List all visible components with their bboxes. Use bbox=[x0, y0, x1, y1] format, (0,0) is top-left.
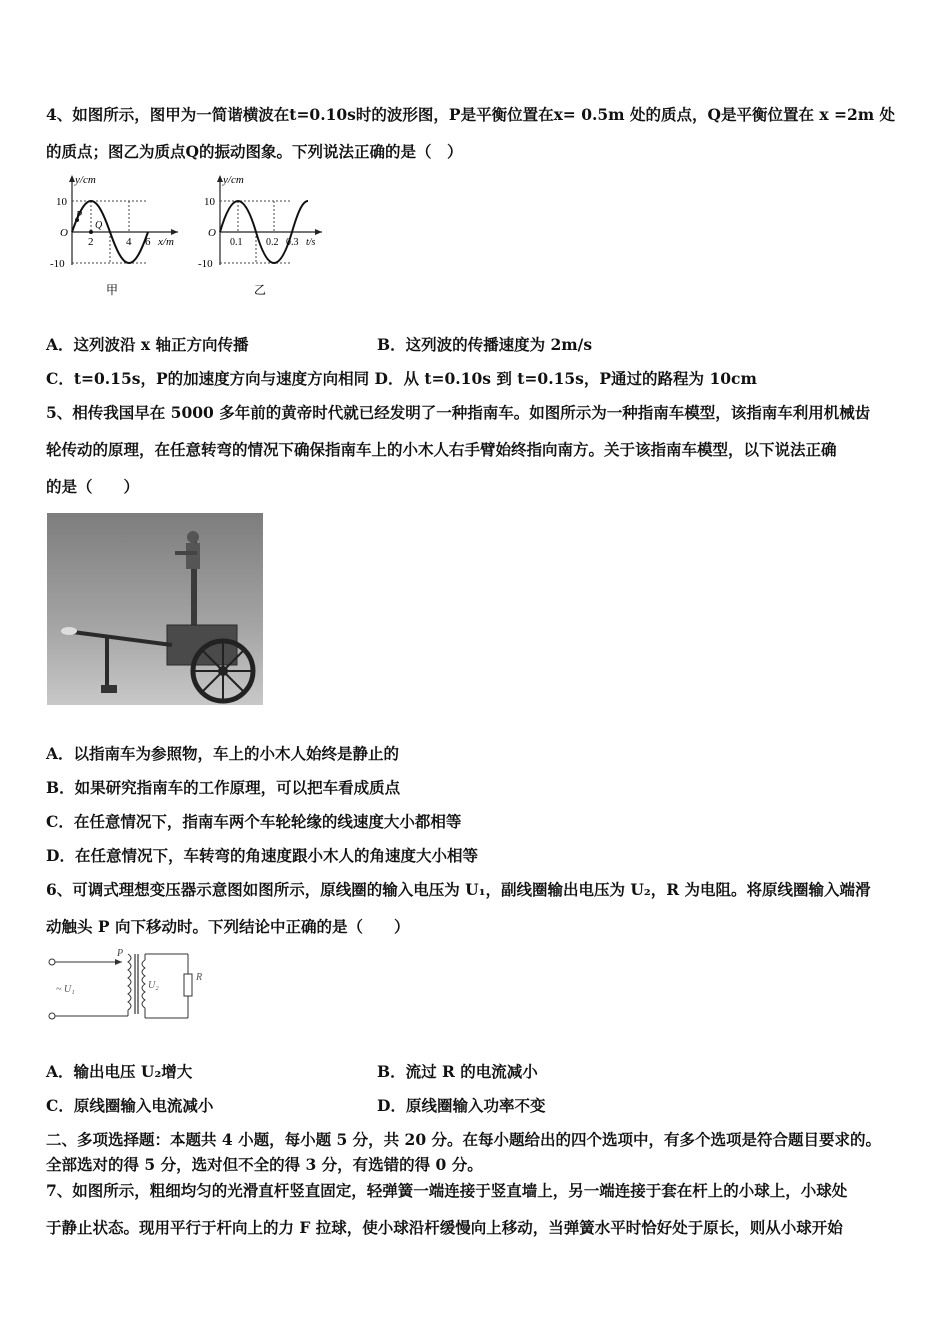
jia-label-p: P bbox=[76, 210, 83, 221]
section2-heading-line2: 全部选对的得 5 分，选对但不全的得 3 分，有选错的得 0 分。 bbox=[46, 1155, 483, 1174]
q5-option-b[interactable]: B．如果研究指南车的工作原理，可以把车看成质点 bbox=[46, 778, 401, 797]
q5-option-d[interactable]: D．在任意情况下，车转弯的角速度跟小木人的角速度大小相等 bbox=[46, 846, 478, 865]
q5-stem-line1: 5、相传我国早在 5000 多年前的黄帝时代就已经发明了一种指南车。如图所示为一种指南车模型，该指南车利用机械齿 bbox=[46, 403, 871, 422]
slider-p-arrow bbox=[115, 959, 122, 965]
q6-option-d[interactable]: D．原线圈输入功率不变 bbox=[377, 1096, 546, 1115]
yi-x-arrow bbox=[315, 229, 322, 235]
q5-option-c[interactable]: C．在任意情况下，指南车两个车轮轮缘的线速度大小都相等 bbox=[46, 812, 462, 831]
jia-ylabel: y/cm bbox=[75, 174, 96, 186]
primary-coil bbox=[128, 954, 131, 1010]
jia-ybottom: -10 bbox=[50, 258, 65, 270]
jia-origin: O bbox=[60, 227, 68, 239]
q4-option-cd[interactable]: C．t=0.15s，P的加速度方向与速度方向相同 D．从 t=0.10s 到 t=0.15s，P通过的路程为 10cm bbox=[46, 369, 757, 388]
wooden-figure-body bbox=[186, 543, 200, 569]
q7-stem-line2: 于静止状态。现用平行于杆向上的力 F 拉球，使小球沿杆缓慢向上移动，当弹簧水平时恰好处于原长，则从小球开始 bbox=[46, 1218, 843, 1237]
q5-stem-line3: 的是（ ） bbox=[46, 477, 140, 496]
secondary-coil bbox=[142, 960, 145, 1008]
jia-tick-6: 6 bbox=[145, 236, 151, 248]
label-r: R bbox=[196, 972, 203, 983]
yi-tick-02: 0.2 bbox=[266, 237, 279, 248]
q5-option-a[interactable]: A．以指南车为参照物，车上的小木人始终是静止的 bbox=[46, 744, 400, 763]
resistor-r bbox=[184, 974, 192, 996]
q4-option-a[interactable]: A．这列波沿 x 轴正方向传播 bbox=[46, 335, 249, 354]
label-u2: U₂ bbox=[148, 980, 159, 991]
wooden-figure-arm bbox=[175, 551, 197, 555]
label-p: P bbox=[117, 948, 124, 959]
south-pointing-chariot-photo bbox=[47, 513, 263, 705]
jia-caption: 甲 bbox=[106, 283, 119, 297]
yi-xlabel: t/s bbox=[306, 237, 316, 248]
wooden-figure-head bbox=[187, 531, 199, 543]
yi-ybottom: -10 bbox=[198, 258, 213, 270]
section2-heading-line1: 二、多项选择题：本题共 4 小题，每小题 5 分，共 20 分。在每小题给出的四个选项中，有多个选项是符合题目要求的。 bbox=[46, 1130, 882, 1149]
q4-stem-line1: 4、如图所示，图甲为一简谐横波在t=0.10s时的波形图，P是平衡位置在x= 0.5m 处的质点，Q是平衡位置在 x =2m 处 bbox=[46, 105, 896, 124]
jia-tick-4: 4 bbox=[126, 236, 132, 248]
jia-point-q bbox=[89, 230, 93, 234]
wave-graph-jia bbox=[50, 170, 180, 300]
label-u1: ~ U₁ bbox=[56, 984, 75, 995]
q6-stem-line2: 动触头 P 向下移动时。下列结论中正确的是（ ） bbox=[46, 917, 410, 936]
q6-stem-line1: 6、可调式理想变压器示意图如图所示，原线圈的输入电压为 U₁，副线圈输出电压为 U₂，R 为电阻。将原线圈输入端滑 bbox=[46, 880, 871, 899]
input-terminal-bottom bbox=[49, 1013, 55, 1019]
yi-ytop: 10 bbox=[204, 196, 215, 208]
yi-tick-01: 0.1 bbox=[230, 237, 243, 248]
jia-tick-2: 2 bbox=[88, 236, 94, 248]
jia-xlabel: x/m bbox=[158, 236, 174, 248]
input-terminal-top bbox=[49, 959, 55, 965]
q4-stem-line2: 的质点；图乙为质点Q的振动图象。下列说法正确的是（ ） bbox=[46, 142, 463, 161]
jia-x-arrow bbox=[171, 229, 178, 235]
shaft-tip bbox=[61, 627, 77, 635]
jia-label-q: Q bbox=[95, 220, 103, 231]
vibration-graph-yi bbox=[198, 170, 328, 300]
yi-caption: 乙 bbox=[254, 283, 267, 297]
yi-ylabel: y/cm bbox=[223, 174, 244, 186]
chariot-box bbox=[167, 625, 237, 665]
yi-tick-03: 0.3 bbox=[286, 237, 299, 248]
q6-option-c[interactable]: C．原线圈输入电流减小 bbox=[46, 1096, 214, 1115]
q6-option-b[interactable]: B．流过 R 的电流减小 bbox=[377, 1062, 538, 1081]
q7-stem-line1: 7、如图所示，粗细均匀的光滑直杆竖直固定，轻弹簧一端连接于竖直墙上，另一端连接于套在杆上的小球上，小球处 bbox=[46, 1181, 848, 1200]
q5-stem-line2: 轮传动的原理，在任意转弯的情况下确保指南车上的小木人右手臂始终指向南方。关于该指南车模型，以下说法正确 bbox=[46, 440, 837, 459]
transformer-diagram bbox=[44, 944, 219, 1024]
q6-option-a[interactable]: A．输出电压 U₂增大 bbox=[46, 1062, 193, 1081]
q4-option-b[interactable]: B．这列波的传播速度为 2m/s bbox=[377, 335, 593, 354]
jia-ytop: 10 bbox=[56, 196, 67, 208]
yi-origin: O bbox=[208, 227, 216, 239]
